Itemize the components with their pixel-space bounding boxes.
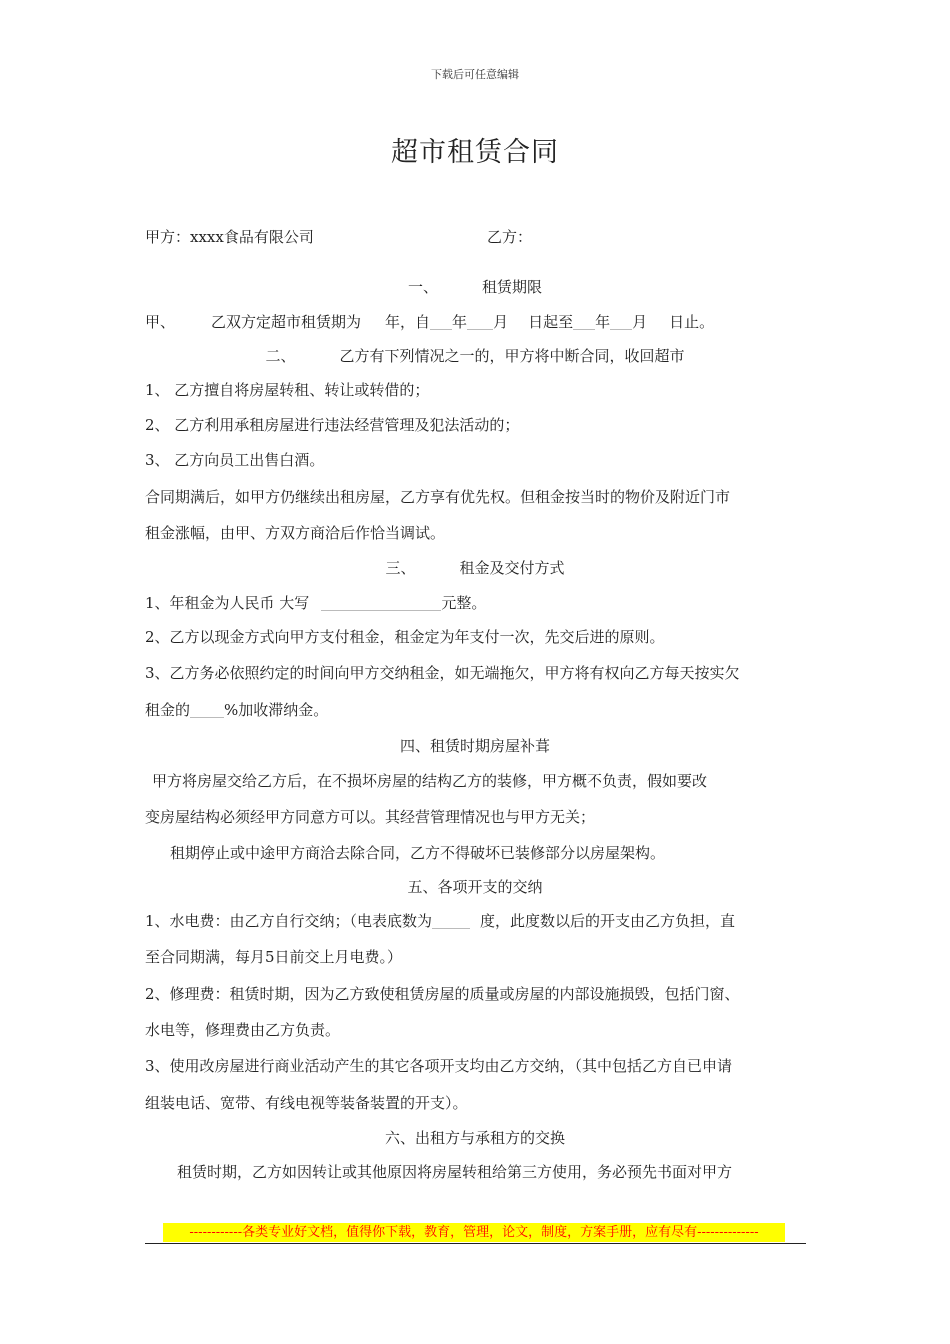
section-5-heading: 五、各项开支的交纳 [407, 878, 543, 896]
rent-item-2: 2、乙方以现金方式向甲方支付租金，租金定为年支付一次，先交后进的原则。 [145, 628, 665, 646]
repair-paragraph-1-line-1: 甲方将房屋交给乙方后，在不损坏房屋的结构乙方的装修，甲方概不负责，假如要改 [152, 772, 708, 790]
expense-item-1-prefix: 1、水电费：由乙方自行交纳；（电表底数为 [145, 912, 433, 930]
breach-item-2: 2、 乙方利用承租房屋进行违法经营管理及犯法活动的； [145, 416, 520, 434]
section-6-heading: 六、出租方与承租方的交换 [384, 1129, 565, 1147]
rent-item-3-line-1: 3、乙方务必依照约定的时间向甲方交纳租金，如无端拖欠，甲方将有权向乙方每天按实欠 [145, 664, 740, 682]
expense-item-2-line-1: 2、修理费：租赁时期，因为乙方致使租赁房屋的质量或房屋的内部设施损毁，包括门窗、 [145, 985, 740, 1003]
rent-item-1-suffix: 元整。 [441, 594, 487, 612]
section-4-heading: 四、租赁时期房屋补葺 [399, 737, 550, 755]
meter-reading-blank [432, 912, 470, 929]
section-3-title: 租金及交付方式 [459, 559, 565, 577]
expense-item-2-line-2: 水电等，修理费由乙方负责。 [145, 1021, 341, 1039]
section-1-heading [0, 276, 950, 297]
rent-item-3-suffix: %加收滞纳金。 [224, 701, 329, 719]
section-2-title: 乙方有下列情况之一的，甲方将中断合同，收回超市 [339, 347, 685, 365]
header-note: 下载后可任意编辑 [431, 68, 519, 81]
term-part-4: 年 [452, 313, 468, 331]
term-part-2: 乙双方定超市租赁期为 [211, 313, 362, 331]
breach-item-1: 1、 乙方擅自将房屋转租、转让或转借的； [145, 381, 430, 399]
footer-promo-banner: ------------各类专业好文档，值得你下载，教育，管理，论文，制度，方案手册，应有尽有-------------- [163, 1223, 785, 1242]
term-part-7: 年 [595, 313, 611, 331]
rent-item-1 [145, 592, 486, 613]
term-part-3: 年，自 [385, 313, 431, 331]
term-start-year-blank [430, 313, 452, 330]
expense-item-1-line-2: 至合同期满，每月5日前交上月电费。） [145, 948, 403, 966]
renewal-paragraph-line-2: 租金涨幅，由甲、方双方商洽后作恰当调试。 [145, 524, 446, 542]
rent-item-3-prefix: 租金的 [145, 701, 191, 719]
rent-item-1-prefix: 1、年租金为人民币 大写 [145, 594, 310, 612]
footer-divider [145, 1243, 806, 1244]
term-part-9: 日止。 [669, 313, 715, 331]
term-part-5: 月 [493, 313, 509, 331]
repair-paragraph-1-line-2: 变房屋结构必须经甲方同意方可以。其经营管理情况也与甲方无关； [145, 808, 596, 826]
term-end-month-blank [610, 313, 632, 330]
expense-item-1-line-1 [145, 910, 735, 931]
party-a: 甲方：xxxx食品有限公司 [145, 228, 314, 246]
expense-item-3-line-2: 组装电话、宽带、有线电视等装备装置的开支）。 [145, 1094, 468, 1112]
section-1-title: 租赁期限 [482, 278, 543, 296]
term-start-month-blank [467, 313, 493, 330]
late-fee-percent-blank [190, 701, 224, 718]
repair-paragraph-2: 租期停止或中途甲方商洽去除合同，乙方不得破坏已装修部分以房屋架构。 [170, 844, 666, 862]
section-1-number: 一、 [407, 278, 438, 296]
exchange-paragraph-line-1: 租赁时期，乙方如因转让或其他原因将房屋转租给第三方使用，务必预先书面对甲方 [177, 1163, 733, 1181]
term-part-8: 月 [632, 313, 648, 331]
lease-term-line [145, 311, 714, 332]
term-part-6: 日起至 [528, 313, 574, 331]
expense-item-1-suffix: 度，此度数以后的开支由乙方负担，直 [480, 912, 736, 930]
expense-item-3-line-1: 3、使用改房屋进行商业活动产生的其它各项开支均由乙方交纳，（其中包括乙方自已申请 [145, 1057, 733, 1075]
rent-amount-blank [321, 594, 441, 611]
section-3-heading [0, 557, 950, 578]
document-title: 超市租赁合同 [391, 137, 559, 168]
section-2-number: 二、 [265, 347, 296, 365]
rent-item-3-line-2 [145, 699, 328, 720]
renewal-paragraph-line-1: 合同期满后，如甲方仍继续出租房屋，乙方享有优先权。但租金按当时的物价及附近门市 [145, 488, 731, 506]
term-end-year-blank [573, 313, 595, 330]
party-b: 乙方： [487, 228, 533, 246]
section-2-heading [0, 345, 950, 366]
term-part-1: 甲、 [145, 313, 176, 331]
breach-item-3: 3、 乙方向员工出售白酒。 [145, 451, 325, 469]
section-3-number: 三、 [385, 559, 416, 577]
